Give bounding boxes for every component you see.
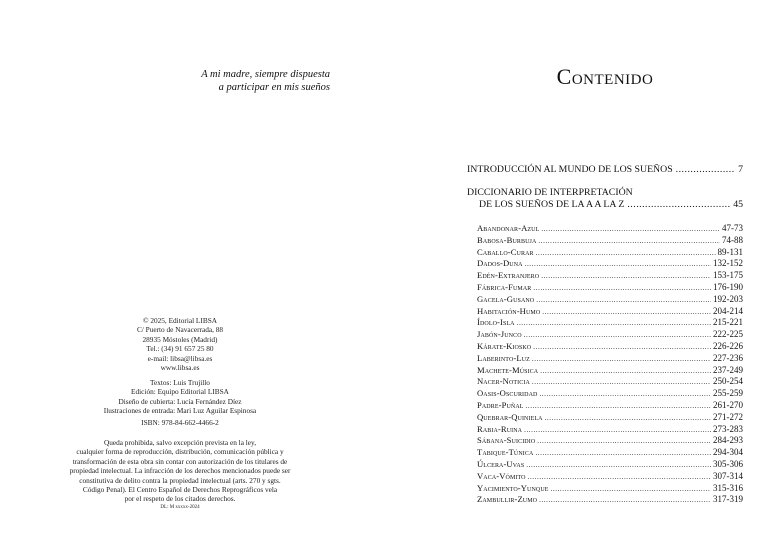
toc-entry[interactable] (477, 483, 743, 495)
toc-entry[interactable] (477, 247, 743, 259)
dot-leader (539, 496, 711, 504)
dot-leader (676, 164, 735, 176)
dot-leader (525, 260, 711, 268)
toc-entry-pages: 215-221 (713, 317, 743, 328)
toc-entry-label: Babosa-Burbuja (477, 234, 537, 245)
credits-block (50, 378, 310, 416)
toc-entry-label: Abandonar-Azul (477, 223, 540, 233)
toc-entry[interactable] (477, 471, 743, 483)
toc-entry-pages: 132-152 (713, 258, 743, 269)
toc-entry-pages: 271-272 (713, 411, 743, 422)
toc-entry[interactable] (477, 447, 743, 459)
dot-leader (539, 390, 711, 398)
dot-leader (536, 249, 716, 257)
toc-entry-label: Zambullir-Zumo (477, 494, 538, 505)
dot-leader (537, 437, 711, 445)
website-line: www.libsa.es (160, 363, 200, 373)
legal-line: transformación de esta obra sin contar con autorización de los titulares de (72, 456, 288, 466)
toc-entry-pages: 317-319 (713, 494, 743, 505)
toc-entry-pages: 284-293 (713, 435, 743, 446)
toc-entry-pages: 153-175 (713, 270, 743, 281)
toc-entry[interactable] (477, 341, 743, 353)
toc-entry[interactable] (477, 223, 743, 235)
toc-entry[interactable] (477, 353, 743, 365)
toc-entry-pages: 261-270 (713, 399, 743, 410)
toc-entry-label: Edén-Extranjero (477, 270, 540, 281)
toc-entry-label: Dados-Duna (477, 258, 523, 269)
toc-entry[interactable] (477, 329, 743, 341)
legal-line: Queda prohibida, salvo excepción prevista en la ley, (103, 438, 257, 447)
dot-leader (551, 485, 711, 493)
legal-line: por el respeto de los citados derechos. (124, 494, 236, 504)
dot-leader (524, 331, 711, 339)
dot-leader (532, 355, 711, 363)
dot-leader (541, 272, 711, 280)
toc-entry-label: Jabón-Junco (477, 329, 522, 340)
toc-entry[interactable] (477, 235, 743, 247)
toc-entry[interactable] (477, 388, 743, 400)
toc-entry-label: Úlcera-Uvas (477, 458, 525, 469)
phone-line: Tel.: (34) 91 657 25 80 (146, 344, 214, 354)
isbn (50, 418, 310, 427)
copyright-line: © 2025, Editorial LIBSA (142, 316, 218, 325)
dot-leader (526, 402, 711, 410)
toc-entry-label: Habitación-Humo (477, 305, 541, 316)
toc-entry-pages: 47-73 (722, 223, 743, 233)
legal-line: propiedad intelectual. La infracción de los derechos mencionados puede ser (69, 466, 291, 476)
dot-leader (542, 308, 711, 316)
toc-major-entry[interactable] (467, 164, 743, 176)
dot-leader (536, 296, 711, 304)
toc-entry-label: Oasis-Oscuridad (477, 388, 538, 399)
dot-leader (532, 378, 711, 386)
dot-leader (627, 199, 730, 211)
dot-leader (533, 343, 711, 351)
toc-entry[interactable] (477, 459, 743, 471)
legal-line: cualquier forma de reproducción, distribución, comunicación pública y (76, 447, 284, 457)
email-line: e-mail: libsa@libsa.es (147, 353, 213, 363)
credit-line: Edición: Equipo Editorial LIBSA (131, 387, 229, 397)
toc-entry-pages: 273-283 (713, 423, 743, 434)
city-line: 28935 Móstoles (Madrid) (142, 334, 218, 344)
legal-line: constitutiva de delito contra la propiedad intelectual (arts. 270 y sgts. (79, 475, 281, 485)
toc-entry[interactable] (477, 424, 743, 436)
toc-entry[interactable] (477, 258, 743, 270)
toc-entry-pages: 74-88 (722, 234, 743, 245)
toc-entries (477, 223, 743, 506)
toc-major-label: DE LOS SUEÑOS DE LA A A LA Z (479, 199, 625, 210)
toc-entry-label: Yacimiento-Yunque (477, 482, 549, 493)
toc-entry[interactable] (477, 270, 743, 282)
toc-entry[interactable] (477, 435, 743, 447)
dot-leader (528, 473, 711, 481)
address-line: C/ Puerto de Navacerrada, 88 (136, 325, 224, 335)
toc-major-label: DICCIONARIO DE INTERPRETACIÓN (467, 187, 633, 198)
dot-leader (533, 284, 711, 292)
legal-deposit: DL: M xxxxx-2024 (160, 504, 200, 510)
dot-leader (541, 225, 720, 233)
toc-entry[interactable] (477, 376, 743, 388)
toc-entry-label: Tabique-Túnica (477, 447, 534, 458)
toc-entry-label: Gacela-Gusano (477, 293, 535, 304)
credit-line: Ilustraciones de entrada: Mari Luz Aguilar Espinosa (103, 406, 257, 416)
page-title: Contenido (556, 64, 654, 89)
legal-notice (35, 438, 325, 511)
toc-entry[interactable] (477, 306, 743, 318)
toc-entry-label: Machete-Música (477, 364, 539, 375)
dot-leader (535, 449, 711, 457)
toc-entry-label: Vaca-Vómito (477, 470, 526, 481)
toc-entry-label: Ídolo-Isla (477, 317, 515, 328)
toc-entry-pages: 250-254 (713, 376, 743, 387)
isbn-text: ISBN: 978-84-662-4466-2 (141, 418, 219, 427)
dedication-line: a participar en mis sueños (218, 82, 330, 93)
toc-entry-label: Padre-Puñal (477, 399, 524, 410)
toc-entry-pages: 227-236 (713, 352, 743, 363)
toc-entry-pages: 307-314 (713, 470, 743, 481)
toc-entry[interactable] (477, 317, 743, 329)
toc-major-page: 45 (733, 199, 743, 210)
toc-entry-pages: 226-226 (713, 340, 743, 351)
dedication (130, 68, 330, 94)
toc-entry-label: Rabia-Ruina (477, 423, 523, 434)
toc-entry-label: Fábrica-Fumar (477, 281, 532, 292)
toc-entry-label: Quebrar-Quiniela (477, 411, 543, 422)
toc-entry-pages: 315-316 (713, 482, 743, 493)
toc-entry[interactable] (477, 412, 743, 424)
toc-entry-pages: 305-306 (713, 458, 743, 469)
toc-major-page: 7 (738, 164, 743, 175)
toc-entry[interactable] (477, 294, 743, 306)
toc-major-label: INTRODUCCIÓN AL MUNDO DE LOS SUEÑOS (467, 164, 673, 175)
toc-entry-label: Nacer-Noticia (477, 376, 530, 387)
toc-entry-label: Laberinto-Luz (477, 352, 530, 363)
dedication-line: A mi madre, siempre dispuesta (201, 69, 330, 80)
toc-entry-label: Sábana-Suicidio (477, 435, 536, 446)
dot-leader (526, 461, 711, 469)
credit-line: Textos: Luis Trujillo (150, 378, 210, 387)
dot-leader (517, 319, 711, 327)
dot-leader (545, 414, 711, 422)
right-page (390, 0, 781, 547)
toc-entry[interactable] (477, 282, 743, 294)
dot-leader (540, 367, 711, 375)
toc-entry-pages: 204-214 (713, 305, 743, 316)
legal-line: Código Penal). El Centro Español de Derechos Reprográficos vela (82, 485, 278, 495)
toc-entry-pages: 237-249 (713, 364, 743, 375)
toc-entry[interactable] (477, 365, 743, 377)
left-page (0, 0, 390, 547)
toc-entry-label: Kárate-Kiosko (477, 340, 532, 351)
toc-major-entry[interactable] (467, 187, 743, 211)
toc-entry[interactable] (477, 494, 743, 506)
credit-line: Diseño de cubierta: Lucía Fernández Díez (118, 396, 242, 406)
dot-leader (538, 237, 720, 245)
toc-entry[interactable] (477, 400, 743, 412)
toc-entry-pages: 176-190 (713, 281, 743, 292)
toc-entry-pages: 294-304 (713, 447, 743, 458)
toc-entry-label: Caballo-Curar (477, 246, 534, 257)
toc-entry-pages: 89-131 (717, 246, 743, 257)
toc-entry-pages: 192-203 (713, 293, 743, 304)
publisher-block (50, 316, 310, 372)
toc-entry-pages: 222-225 (713, 329, 743, 340)
dot-leader (524, 426, 711, 434)
toc-entry-pages: 255-259 (713, 388, 743, 399)
